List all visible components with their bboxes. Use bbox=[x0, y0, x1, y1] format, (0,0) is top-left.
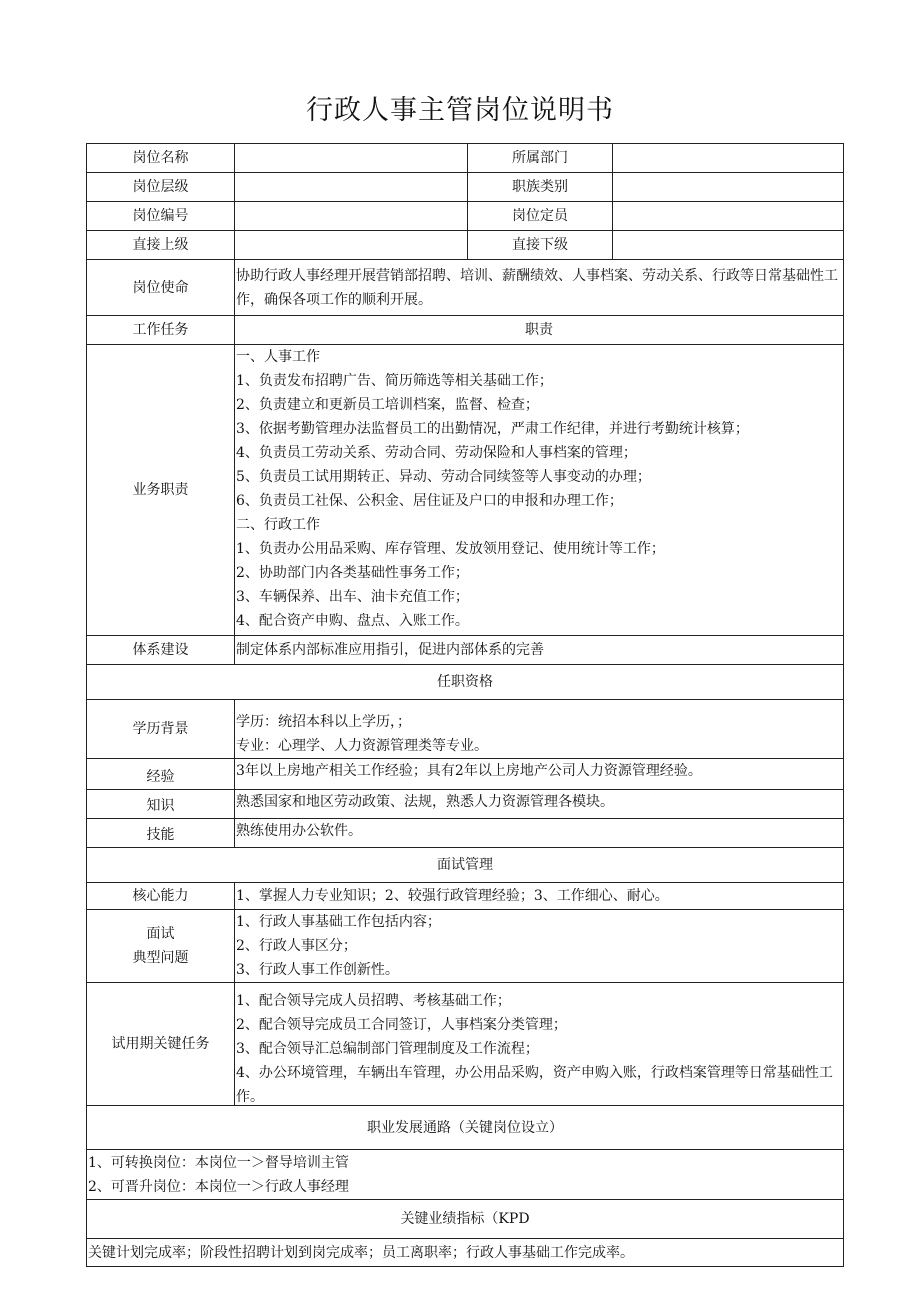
probation-line: 4、办公环境管理，车辆出车管理，办公用品采购，资产申购入账，行政档案管理等日常基础性工作。 bbox=[236, 1065, 833, 1105]
label-core: 核心能力 bbox=[87, 883, 235, 910]
row-superior bbox=[87, 231, 844, 260]
row-kpi bbox=[87, 1239, 844, 1267]
label-education: 学历背景 bbox=[87, 700, 235, 759]
label-mission: 岗位使命 bbox=[87, 260, 235, 316]
row-career-header bbox=[87, 1106, 844, 1150]
row-code bbox=[87, 202, 844, 231]
career-line: 1、可转换岗位：本岗位一＞督导培训主管 bbox=[88, 1154, 349, 1171]
education-line: 专业：心理学、人力资源管理类等专业。 bbox=[236, 738, 488, 754]
business-line: 一、人事工作 bbox=[236, 349, 320, 365]
label-questions-1: 面试 bbox=[146, 926, 175, 942]
value-code bbox=[235, 202, 468, 231]
row-career bbox=[87, 1150, 844, 1200]
business-line: 5、负责员工试用期转正、异动、劳动合同续签等人事变动的办理； bbox=[236, 469, 651, 485]
job-description-table bbox=[86, 143, 844, 1267]
label-subordinate: 直接下级 bbox=[468, 231, 613, 260]
probation-line: 2、配合领导完成员工合同签订，人事档案分类管理； bbox=[236, 1017, 567, 1033]
row-level bbox=[87, 173, 844, 202]
row-interview-header bbox=[87, 848, 844, 883]
question-line: 3、行政人事工作创新性。 bbox=[236, 962, 399, 978]
label-department: 所属部门 bbox=[468, 144, 613, 173]
label-knowledge: 知识 bbox=[87, 790, 235, 819]
label-experience: 经验 bbox=[87, 759, 235, 790]
label-business: 业务职责 bbox=[87, 345, 235, 636]
row-mission bbox=[87, 260, 844, 316]
row-tasks-header bbox=[87, 316, 844, 345]
core-text: 1、掌握人力专业知识；2、较强行政管理经验；3、工作细心、耐心。 bbox=[235, 883, 844, 910]
value-superior bbox=[235, 231, 468, 260]
value-level bbox=[235, 173, 468, 202]
row-position-name bbox=[87, 144, 844, 173]
business-line: 1、负责发布招聘广告、简历筛选等相关基础工作； bbox=[236, 373, 553, 389]
business-line: 3、依据考勤管理办法监督员工的出勤情况，严肃工作纪律，并进行考勤统计核算； bbox=[236, 421, 749, 437]
row-system bbox=[87, 636, 844, 665]
row-probation bbox=[87, 983, 844, 1106]
label-tasks: 工作任务 bbox=[87, 316, 235, 345]
row-skill bbox=[87, 819, 844, 848]
label-skill: 技能 bbox=[87, 819, 235, 848]
question-line: 2、行政人事区分； bbox=[236, 938, 357, 954]
business-line: 1、负责办公用品采购、库存管理、发放领用登记、使用统计等工作； bbox=[236, 541, 665, 557]
row-experience bbox=[87, 759, 844, 790]
label-position-name: 岗位名称 bbox=[87, 144, 235, 173]
business-line: 2、负责建立和更新员工培训档案，监督、检查； bbox=[236, 397, 539, 413]
label-headcount: 岗位定员 bbox=[468, 202, 613, 231]
section-interview: 面试管理 bbox=[87, 848, 844, 883]
label-level: 岗位层级 bbox=[87, 173, 235, 202]
business-line: 3、车辆保养、出车、油卡充值工作； bbox=[236, 589, 469, 605]
label-duty: 职责 bbox=[235, 316, 844, 345]
experience-text: 3年以上房地产相关工作经验；具有2年以上房地产公司人力资源管理经验。 bbox=[235, 759, 844, 790]
skill-text: 熟练使用办公软件。 bbox=[235, 819, 844, 848]
label-system: 体系建设 bbox=[87, 636, 235, 665]
row-knowledge bbox=[87, 790, 844, 819]
knowledge-text: 熟悉国家和地区劳动政策、法规，熟悉人力资源管理各模块。 bbox=[235, 790, 844, 819]
section-qualification: 任职资格 bbox=[87, 665, 844, 700]
system-text: 制定体系内部标准应用指引，促进内部体系的完善 bbox=[235, 636, 844, 665]
business-line: 4、配合资产申购、盘点、入账工作。 bbox=[236, 613, 469, 629]
label-questions-2: 典型问题 bbox=[132, 950, 189, 966]
business-line: 2、协助部门内各类基础性事务工作； bbox=[236, 565, 469, 581]
document-title: 行政人事主管岗位说明书 bbox=[306, 95, 614, 126]
business-line: 二、行政工作 bbox=[236, 517, 320, 533]
career-line: 2、可晋升岗位：本岗位一＞行政人事经理 bbox=[88, 1178, 349, 1195]
mission-text: 协助行政人事经理开展营销部招聘、培训、薪酬绩效、人事档案、劳动关系、行政等日常基础性工作，确保各项工作的顺利开展。 bbox=[236, 267, 838, 308]
question-line: 1、行政人事基础工作包括内容； bbox=[236, 914, 441, 930]
row-core bbox=[87, 883, 844, 910]
section-career: 职业发展通路（关键岗位设立） bbox=[87, 1106, 844, 1150]
section-kpi: 关键业绩指标（KPD bbox=[87, 1200, 844, 1239]
row-business bbox=[87, 345, 844, 636]
label-probation: 试用期关键任务 bbox=[87, 983, 235, 1106]
value-job-family bbox=[613, 173, 844, 202]
probation-line: 3、配合领导汇总编制部门管理制度及工作流程； bbox=[236, 1041, 539, 1057]
row-education bbox=[87, 700, 844, 759]
value-subordinate bbox=[613, 231, 844, 260]
business-line: 6、负责员工社保、公积金、居住证及户口的申报和办理工作； bbox=[236, 493, 623, 509]
row-qualification-header bbox=[87, 665, 844, 700]
value-headcount bbox=[613, 202, 844, 231]
row-questions bbox=[87, 910, 844, 983]
kpi-text: 关键计划完成率；阶段性招聘计划到岗完成率；员工离职率；行政人事基础工作完成率。 bbox=[87, 1239, 844, 1267]
label-superior: 直接上级 bbox=[87, 231, 235, 260]
label-code: 岗位编号 bbox=[87, 202, 235, 231]
label-job-family: 职族类别 bbox=[468, 173, 613, 202]
education-line: 学历：统招本科以上学历，； bbox=[236, 714, 411, 730]
row-kpi-header bbox=[87, 1200, 844, 1239]
value-position-name bbox=[235, 144, 468, 173]
value-department bbox=[613, 144, 844, 173]
business-line: 4、负责员工劳动关系、劳动合同、劳动保险和人事档案的管理； bbox=[236, 445, 637, 461]
probation-line: 1、配合领导完成人员招聘、考核基础工作； bbox=[236, 993, 511, 1009]
